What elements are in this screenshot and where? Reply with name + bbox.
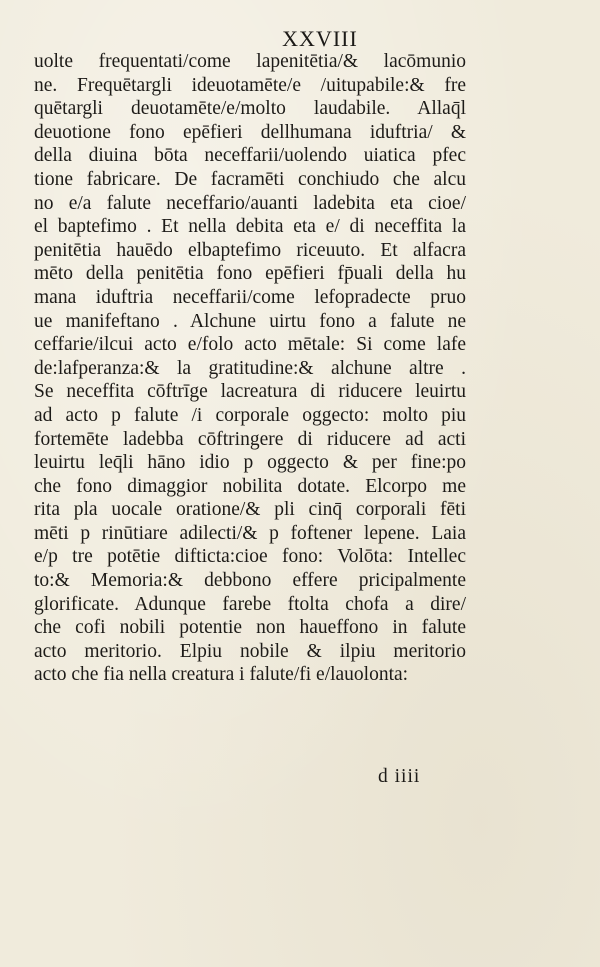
text-line: che cofi nobili potentie non haueffono in falute	[34, 617, 466, 639]
text-line: glorificate. Adunque farebe ftolta chofa a dire/	[34, 593, 466, 615]
text-line: acto meritorio. Elpiu nobile & ilpiu meritorio	[34, 640, 466, 662]
text-line: deuotione fono epēfieri dellhumana iduftria/ &	[34, 121, 466, 143]
text-line: el baptefimo . Et nella debita eta e/ di neceffita la	[34, 216, 466, 238]
text-line: rita pla uocale oratione/& pli cinq̄ corporali fēti	[34, 499, 466, 521]
text-line: della diuina bōta neceffarii/uolendo uiatica pfec	[34, 145, 466, 167]
text-line: Se neceffita cōftrīge lacreatura di riducere leuirtu	[34, 381, 466, 403]
text-line: to:& Memoria:& debbono effere pricipalmente	[34, 570, 466, 592]
text-line: e/p tre potētie difticta:cioe fono: Volōta: Intellec	[34, 546, 466, 568]
text-line: penitētia hauēdo elbaptefimo riceuuto. Et alfacra	[34, 239, 466, 261]
text-line: che fono dimaggior nobilita dotate. Elcorpo me	[34, 475, 466, 497]
text-line: mēti p rinūtiare adilecti/& p foftener lepene. Laia	[34, 522, 466, 544]
text-line: ceffarie/ilcui acto e/folo acto mētale: Si come lafe	[34, 334, 466, 356]
text-line: uolte frequentati/come lapenitētia/& lacōmunio	[34, 51, 466, 72]
text-line: mana iduftria neceffarii/come lefopradecte pruo	[34, 286, 466, 308]
text-line: ad acto p falute /i corporale oggecto: molto piu	[34, 404, 466, 426]
text-line: tione fabricare. De facramēti conchiudo che alcu	[34, 168, 466, 190]
text-line: no e/a falute neceffario/auanti ladebita eta cioe/	[34, 192, 466, 214]
text-line: fortemēte ladebba cōftringere di riducere ad acti	[34, 428, 466, 450]
body-text	[34, 50, 466, 687]
text-line: acto che fia nella creatura i falute/fi e/lauolonta:	[34, 664, 409, 686]
text-line: quētargli deuotamēte/e/molto laudabile. Allaq̄l	[34, 98, 466, 120]
text-line: de:lafperanza:& la gratitudine:& alchune altre .	[34, 357, 466, 379]
text-line: mēto della penitētia fono epēfieri fp̄uali della hu	[34, 263, 466, 285]
page-number: XXVIII	[282, 26, 358, 51]
signature-mark: d iiii	[378, 766, 421, 787]
text-line: ue manifeftano . Alchune uirtu fono a falute ne	[34, 310, 466, 332]
text-line: ne. Frequētargli ideuotamēte/e /uitupabile:& fre	[34, 74, 466, 96]
text-line: leuirtu leq̄li hāno idio p oggecto & per fine:po	[34, 452, 466, 474]
